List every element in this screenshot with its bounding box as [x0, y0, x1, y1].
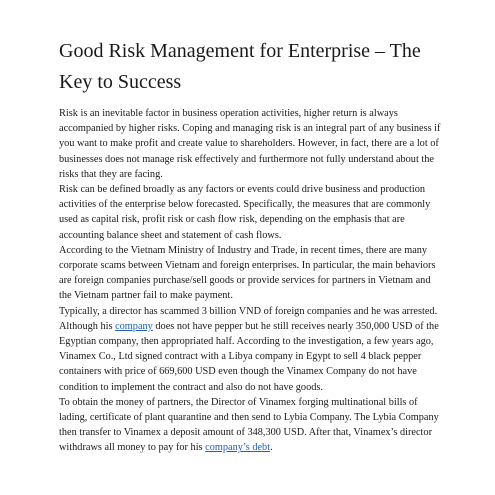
paragraph-text: .: [270, 442, 273, 454]
article: [59, 36, 444, 456]
paragraph-text: Risk can be defined broadly as any factors or events could drive business and production activities of the enterprise below forecasted. Specifically, the measures that are commonly used as capital risk, profit risk or cash flow risk, depending on the emphasis that are accounting balance sheet and statement of cash flows.: [59, 184, 431, 241]
paragraph-text: According to the Vietnam Ministry of Industry and Trade, in recent times, there are many corporate scams between Vietnam and foreign enterprises. In particular, the main behaviors are foreign companies purchase/sell goods or provide services for partners in Vietnam and the Vietnam partner fail to make payment.: [59, 244, 436, 302]
paragraph-text: does not have pepper but he still receives nearly 350,000 USD of the Egyptian company, then appropriated half. According to the investigation, a few years ago, Vinamex Co., Ltd signed contract with a Libya company in Egypt to sell 4 black pepper containers with price of 669,600 USD even though the Vinamex Company do not have condition to implement the contract and also do not have goods.: [59, 320, 439, 393]
paragraph-text: Typically, a director has scammed 3 billion VND of foreign companies and he was arrested. Although his: [59, 305, 438, 332]
paragraph-text: Risk is an inevitable factor in business operation activities, higher return is always accompanied by higher risks. Coping and managing risk is an integral part of any business if you want to make profit and create value to shareholders. However, in fact, there are a lot of businesses does not manage risk effectively and furthermore not fully understand about the risks that they are facing.: [59, 108, 441, 180]
inline-link[interactable]: company’s debt: [205, 442, 271, 454]
article-body: [59, 106, 444, 456]
article-title: Good Risk Management for Enterprise – The Key to Success: [59, 40, 421, 93]
article-paragraph: [59, 182, 444, 243]
article-paragraph: [59, 395, 444, 456]
article-paragraph: [59, 243, 444, 304]
paragraph-text: To obtain the money of partners, the Director of Vinamex forging multinational bills of lading, certificate of plant quarantine and then send to Lybia Company. The Lybia Company then transfer to Vinamex a deposit amount of 348,300 USD. After that, Vinamex’s director withdraws all money to pay for his: [59, 396, 439, 454]
article-paragraph: [59, 106, 444, 182]
inline-link[interactable]: company: [115, 320, 153, 332]
article-paragraph: [59, 304, 444, 395]
